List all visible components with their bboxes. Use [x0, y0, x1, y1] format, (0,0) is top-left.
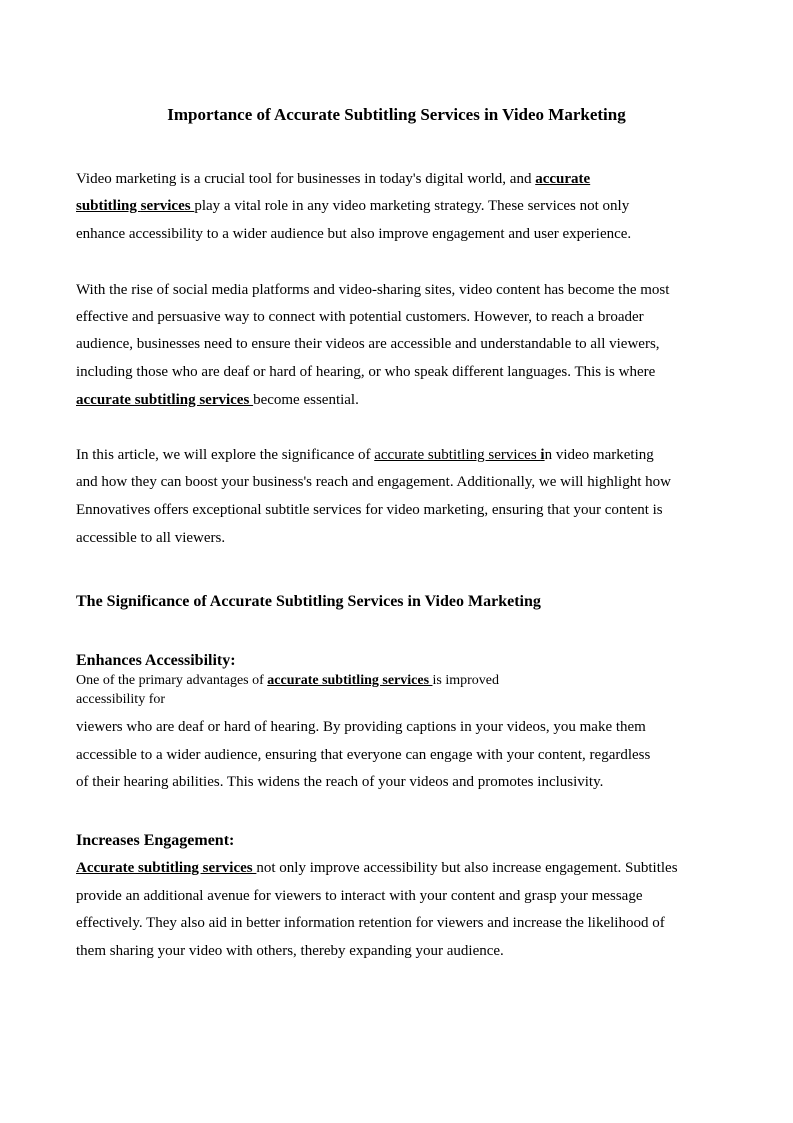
p3-line-1-rest: n video marketing	[544, 447, 654, 463]
p3-line-4: accessible to all viewers.	[76, 530, 226, 546]
p2-line-4: including those who are deaf or hard of hearing, or who speak different languages. This is where	[76, 364, 656, 380]
p2-line-5	[76, 390, 359, 410]
p3-line-1	[76, 445, 654, 465]
increases-line-1	[76, 858, 678, 878]
enhances-heading: Enhances Accessibility:	[76, 652, 236, 669]
page-title: Importance of Accurate Subtitling Services in Video Marketing	[167, 105, 626, 124]
p1-line-1-text: Video marketing is a crucial tool for businesses in today's digital world, and	[76, 171, 536, 187]
p1-line-3-text: enhance accessibility to a wider audience but also improve engagement and user experience.	[76, 226, 632, 242]
accurate-subtitling-services-link-4[interactable]: Accurate subtitling services	[76, 860, 257, 876]
p1-line-1	[76, 169, 590, 189]
accurate-subtitling-link[interactable]: accurate	[535, 171, 591, 187]
enhances-line-1	[76, 671, 499, 690]
p3-line-1-text: In this article, we will explore the significance of	[76, 447, 375, 463]
accurate-subtitling-services-link-3[interactable]: accurate subtitling services	[267, 673, 433, 688]
enhances-line-1-text: One of the primary advantages of	[76, 673, 268, 688]
p3-line-2: and how they can boost your business's reach and engagement. Additionally, we will highlight how	[76, 474, 671, 490]
increases-line-2: provide an additional avenue for viewers to interact with your content and grasp your message	[76, 888, 643, 904]
p1-line-2	[76, 196, 629, 216]
increases-line-1-text: not only improve accessibility but also increase engagement. Subtitles	[256, 860, 678, 876]
p2-line-2: effective and persuasive way to connect with potential customers. However, to reach a broader	[76, 309, 644, 325]
section-heading: The Significance of Accurate Subtitling Services in Video Marketing	[76, 593, 541, 610]
increases-line-4: them sharing your video with others, thereby expanding your audience.	[76, 943, 504, 959]
increases-heading: Increases Engagement:	[76, 832, 235, 849]
link-text: accurate subtitling services	[374, 447, 541, 463]
p2-line-1: With the rise of social media platforms and video-sharing sites, video content has become the most	[76, 282, 670, 298]
p2-line-3: audience, businesses need to ensure their videos are accessible and understandable to all viewers,	[76, 336, 660, 352]
enhances-line-3: viewers who are deaf or hard of hearing. By providing captions in your videos, you make them	[76, 719, 646, 735]
enhances-line-5: of their hearing abilities. This widens the reach of your videos and promotes inclusivity.	[76, 774, 604, 790]
p1-line-3	[76, 224, 631, 244]
link-text-i: i	[540, 447, 545, 463]
accurate-subtitling-services-link-2[interactable]	[374, 447, 544, 463]
accurate-subtitling-services-link[interactable]: accurate subtitling services	[76, 392, 254, 408]
enhances-line-1-rest: is improved	[432, 673, 500, 688]
subtitling-link[interactable]: subtitling	[76, 198, 141, 214]
services-link[interactable]: services	[140, 198, 195, 214]
enhances-line-2: accessibility for	[76, 692, 166, 707]
p2-line-5-text: become essential.	[253, 392, 359, 408]
p1-line-2-text: play a vital role in any video marketing strategy. These services not only	[194, 198, 630, 214]
p3-line-3: Ennovatives offers exceptional subtitle services for video marketing, ensuring that your content is	[76, 502, 663, 518]
increases-line-3: effectively. They also aid in better information retention for viewers and increase the likelihood of	[76, 915, 665, 931]
enhances-line-4: accessible to a wider audience, ensuring that everyone can engage with your content, regardless	[76, 747, 651, 763]
